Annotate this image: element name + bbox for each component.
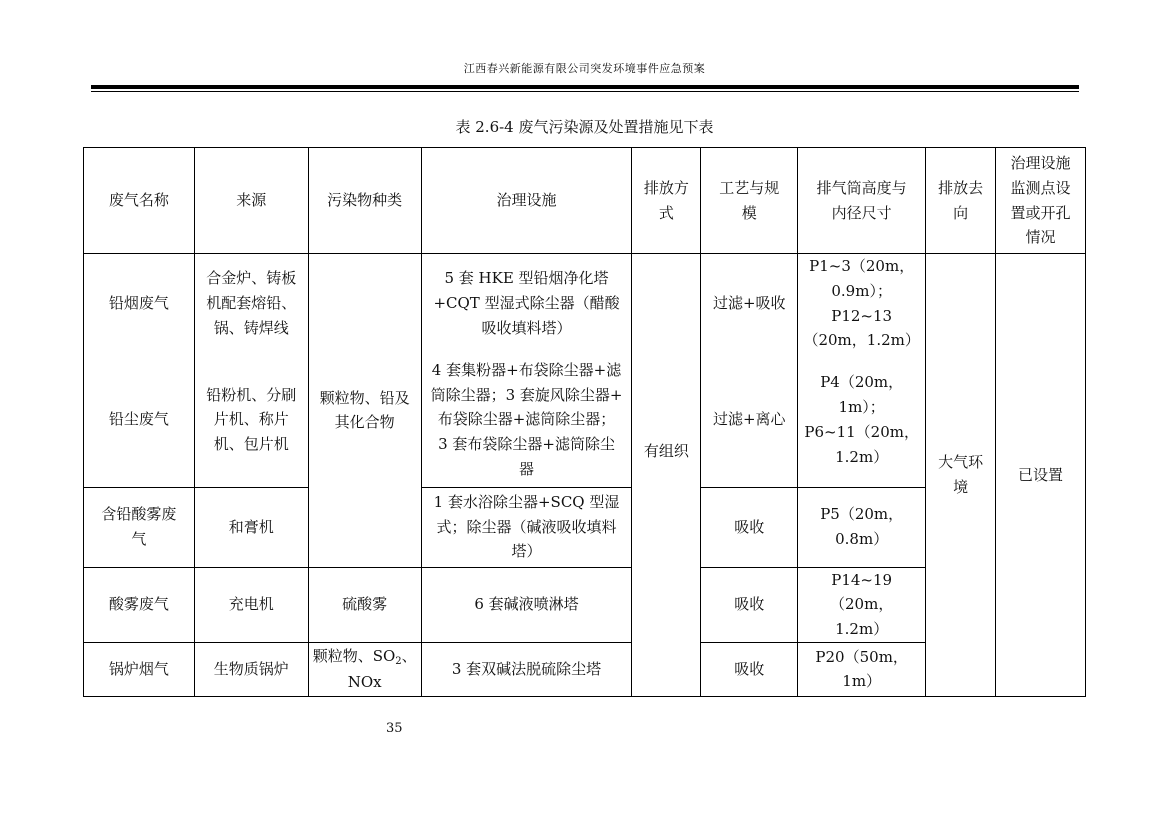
header-pollutant: 污染物种类 xyxy=(308,148,421,254)
header-monitor: 治理设施 监测点设 置或开孔 情况 xyxy=(996,148,1086,254)
cell-name: 酸雾废气 xyxy=(84,567,195,642)
cell-pollutant: 硫酸雾 xyxy=(308,567,421,642)
document-header: 江西春兴新能源有限公司突发环境事件应急预案 xyxy=(463,62,706,75)
header-discharge: 排放方 式 xyxy=(632,148,701,254)
cell-source: 充电机 xyxy=(194,567,308,642)
cell-stack: P5（20m，0.8m） xyxy=(798,487,926,567)
cell-process: 吸收 xyxy=(701,487,798,567)
cell-process: 过滤+离心 xyxy=(701,353,798,487)
cell-process: 吸收 xyxy=(701,642,798,696)
cell-pollutant-shared: 颗粒物、铅及 其化合物 xyxy=(308,254,421,568)
header-process: 工艺与规 模 xyxy=(701,148,798,254)
cell-stack: P20（50m，1m） xyxy=(798,642,926,696)
header-rule-thin xyxy=(91,91,1079,92)
header-stack: 排气筒高度与 内径尺寸 xyxy=(798,148,926,254)
header-rule-thick xyxy=(91,85,1079,89)
cell-facility: 6 套碱液喷淋塔 xyxy=(421,567,632,642)
header-facility: 治理设施 xyxy=(421,148,632,254)
header-name: 废气名称 xyxy=(84,148,195,254)
cell-source: 合金炉、铸板 机配套熔铅、 锅、铸焊线 xyxy=(194,254,308,354)
cell-stack: P1~3（20m， 0.9m）；P12~13 （20m，1.2m） xyxy=(798,254,926,354)
cell-source: 生物质锅炉 xyxy=(194,642,308,696)
cell-facility: 1 套水浴除尘器+SCQ 型湿 式；除尘器（碱液吸收填料 塔） xyxy=(421,487,632,567)
header-destination: 排放去 向 xyxy=(926,148,996,254)
cell-process: 吸收 xyxy=(701,567,798,642)
cell-name: 含铅酸雾废 气 xyxy=(84,487,195,567)
cell-source: 和膏机 xyxy=(194,487,308,567)
cell-destination-shared: 大气环 境 xyxy=(926,254,996,697)
table-header-row xyxy=(84,148,1086,254)
page-number: 35 xyxy=(386,721,403,736)
table-row xyxy=(84,254,1086,354)
cell-source: 铅粉机、分刷 片机、称片 机、包片机 xyxy=(194,353,308,487)
cell-stack: P14~19（20m， 1.2m） xyxy=(798,567,926,642)
cell-facility: 4 套集粉器+布袋除尘器+滤 筒除尘器；3 套旋风除尘器+ 布袋除尘器+滤筒除尘器； 3 套布袋除尘器+滤筒除尘 器 xyxy=(421,353,632,487)
cell-stack: P4（20m，1m）； P6~11（20m， 1.2m） xyxy=(798,353,926,487)
emission-table xyxy=(83,147,1086,697)
cell-facility: 5 套 HKE 型铅烟净化塔 +CQT 型湿式除尘器（醋酸 吸收填料塔） xyxy=(421,254,632,354)
cell-process: 过滤+吸收 xyxy=(701,254,798,354)
cell-name: 铅尘废气 xyxy=(84,353,195,487)
cell-name: 铅烟废气 xyxy=(84,254,195,354)
cell-name: 锅炉烟气 xyxy=(84,642,195,696)
header-source: 来源 xyxy=(194,148,308,254)
table-caption: 表 2.6-4 废气污染源及处置措施见下表 xyxy=(455,118,714,136)
cell-discharge-shared: 有组织 xyxy=(632,254,701,697)
cell-facility: 3 套双碱法脱硫除尘塔 xyxy=(421,642,632,696)
cell-monitor-shared: 已设置 xyxy=(996,254,1086,697)
cell-pollutant: 颗粒物、$SO_2$、 NOx xyxy=(308,642,421,696)
